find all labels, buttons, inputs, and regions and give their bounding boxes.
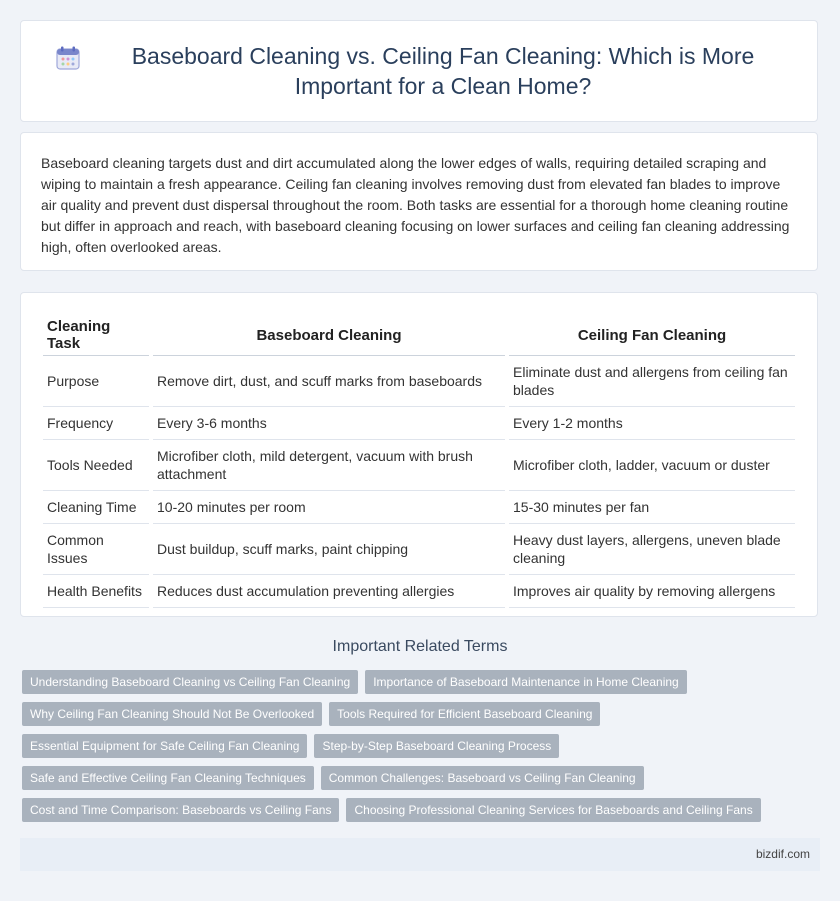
tag-row [22, 702, 802, 726]
related-term-tag[interactable]: Understanding Baseboard Cleaning vs Ceiling Fan Cleaning [22, 670, 358, 694]
tag-row [22, 670, 802, 694]
row-label: Purpose [43, 356, 149, 407]
ceiling-fan-cell: Improves air quality by removing allergens [509, 575, 795, 608]
intro-card [20, 132, 818, 271]
row-label: Frequency [43, 407, 149, 440]
tag-row [22, 734, 802, 758]
row-label: Cleaning Time [43, 491, 149, 524]
table-row [43, 524, 795, 575]
related-term-tag[interactable]: Essential Equipment for Safe Ceiling Fan Cleaning [22, 734, 307, 758]
footer-site-link[interactable]: bizdif.com [755, 847, 810, 861]
baseboard-cell: Every 3-6 months [153, 407, 505, 440]
tag-row [22, 798, 802, 822]
related-term-tag[interactable]: Cost and Time Comparison: Baseboards vs Ceiling Fans [22, 798, 339, 822]
related-term-tag[interactable]: Choosing Professional Cleaning Services for Baseboards and Ceiling Fans [346, 798, 760, 822]
baseboard-cell: Dust buildup, scuff marks, paint chipping [153, 524, 505, 575]
ceiling-fan-cell: 15-30 minutes per fan [509, 491, 795, 524]
related-terms-title: Important Related Terms [332, 638, 508, 655]
related-terms-list [22, 670, 802, 830]
ceiling-fan-cell: Every 1-2 months [509, 407, 795, 440]
page-title: Baseboard Cleaning vs. Ceiling Fan Cleaning: Which is More Important for a Clean Home? [131, 43, 755, 99]
related-term-tag[interactable]: Why Ceiling Fan Cleaning Should Not Be Overlooked [22, 702, 322, 726]
table-row [43, 407, 795, 440]
header-baseboard: Baseboard Cleaning [153, 307, 505, 356]
calendar-icon [55, 45, 81, 71]
row-label: Health Benefits [43, 575, 149, 608]
ceiling-fan-cell: Microfiber cloth, ladder, vacuum or duster [509, 440, 795, 491]
header-ceiling-fan: Ceiling Fan Cleaning [509, 307, 795, 356]
title-card [20, 20, 818, 122]
related-term-tag[interactable]: Step-by-Step Baseboard Cleaning Process [314, 734, 559, 758]
ceiling-fan-cell: Eliminate dust and allergens from ceiling fan blades [509, 356, 795, 407]
comparison-card [20, 292, 818, 617]
related-term-tag[interactable]: Safe and Effective Ceiling Fan Cleaning Techniques [22, 766, 314, 790]
intro-paragraph: Baseboard cleaning targets dust and dirt accumulated along the lower edges of walls, requiring detailed scraping and wiping to maintain a fresh appearance. Ceiling fan cleaning involves removing dust from elevated fan blades to improve air quality and prevent dust dispersal throughout the room. Both tasks are essential for a thorough home cleaning routine but differ in approach and reach, with baseboard cleaning focusing on lower surfaces and ceiling fan cleaning addressing high, often overlooked areas. [41, 155, 790, 255]
tag-row [22, 766, 802, 790]
table-row [43, 575, 795, 608]
related-term-tag[interactable]: Tools Required for Efficient Baseboard Cleaning [329, 702, 600, 726]
row-label: Tools Needed [43, 440, 149, 491]
baseboard-cell: Remove dirt, dust, and scuff marks from baseboards [153, 356, 505, 407]
title-wrap [49, 41, 789, 101]
table-row [43, 491, 795, 524]
footer [20, 838, 820, 871]
table-row [43, 356, 795, 407]
row-label: Common Issues [43, 524, 149, 575]
baseboard-cell: 10-20 minutes per room [153, 491, 505, 524]
header-cleaning-task: Cleaning Task [43, 307, 149, 356]
ceiling-fan-cell: Heavy dust layers, allergens, uneven blade cleaning [509, 524, 795, 575]
related-term-tag[interactable]: Common Challenges: Baseboard vs Ceiling Fan Cleaning [321, 766, 644, 790]
table-header-row [43, 307, 795, 356]
comparison-table [39, 307, 799, 608]
baseboard-cell: Microfiber cloth, mild detergent, vacuum with brush attachment [153, 440, 505, 491]
related-term-tag[interactable]: Importance of Baseboard Maintenance in Home Cleaning [365, 670, 687, 694]
baseboard-cell: Reduces dust accumulation preventing allergies [153, 575, 505, 608]
table-row [43, 440, 795, 491]
